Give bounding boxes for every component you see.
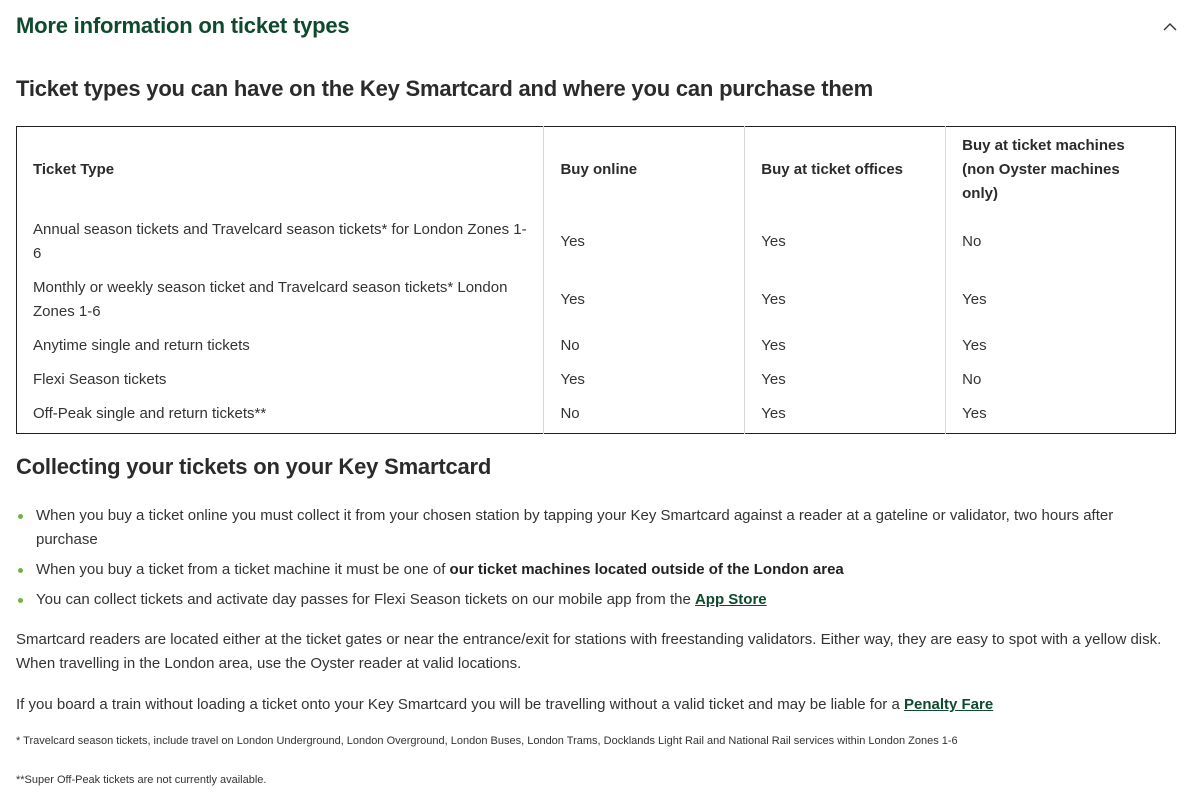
- chevron-up-icon-svg: [1163, 22, 1177, 31]
- bullet-dot-icon: [18, 598, 23, 603]
- table-cell: Monthly or weekly season ticket and Travelcard season tickets* London Zones 1-6: [33, 279, 508, 320]
- accordion-header[interactable]: [16, 8, 1179, 44]
- list-item: [16, 558, 1166, 582]
- header-buy-ticket-offices: Buy at ticket offices: [745, 127, 946, 214]
- table-cell: Yes: [946, 397, 1176, 434]
- table-row: [17, 397, 1176, 434]
- table-cell: Yes: [544, 363, 745, 397]
- header-ticket-type: Ticket Type: [33, 161, 115, 178]
- table-header-row: [17, 127, 1176, 214]
- penalty-fare-link[interactable]: Penalty Fare: [903, 696, 994, 713]
- bullet-dot-icon: [18, 514, 23, 519]
- table-cell: No: [946, 363, 1176, 397]
- table-cell: Yes: [745, 397, 946, 434]
- table-row: [17, 271, 1176, 329]
- bullet-text: You can collect tickets and activate day passes for Flexi Season tickets on our mobile app from the: [36, 591, 695, 608]
- table-cell: Yes: [745, 213, 946, 271]
- travelcard-footnote: * Travelcard season tickets, include travel on London Underground, London Overground, London Buses, London Trams, Docklands Light Rail and National Rail services within London Zones 1-6: [16, 735, 958, 747]
- list-item: [16, 504, 1166, 552]
- accordion-title: More information on ticket types: [16, 13, 350, 38]
- table-cell: Flexi Season tickets: [33, 371, 167, 388]
- table-cell: Yes: [745, 329, 946, 363]
- bullet-text: When you buy a ticket online you must collect it from your chosen station by tapping your Key Smartcard against a reader at a gateline or validator, two hours after purchase: [36, 507, 1114, 548]
- table-cell: Off-Peak single and return tickets**: [33, 405, 267, 422]
- table-cell: Yes: [745, 363, 946, 397]
- list-item: [16, 588, 1166, 612]
- bullet-bold-text: our ticket machines located outside of the London area: [449, 561, 844, 578]
- app-store-link[interactable]: App Store: [694, 591, 767, 608]
- table-cell: Yes: [946, 271, 1176, 329]
- collecting-title: Collecting your tickets on your Key Smartcard: [16, 454, 492, 479]
- table-cell: No: [946, 213, 1176, 271]
- table-cell: No: [544, 329, 745, 363]
- table-cell: Anytime single and return tickets: [33, 337, 250, 354]
- table-cell: Yes: [544, 213, 745, 271]
- header-buy-ticket-machines: Buy at ticket machines (non Oyster machines only): [946, 127, 1176, 214]
- table-row: [17, 329, 1176, 363]
- bullet-dot-icon: [18, 568, 23, 573]
- chevron-up-icon[interactable]: [1161, 17, 1179, 35]
- penalty-paragraph: [16, 693, 1166, 717]
- header-buy-online: Buy online: [544, 127, 745, 214]
- table-cell: Yes: [544, 271, 745, 329]
- table-cell: Annual season tickets and Travelcard season tickets* for London Zones 1-6: [33, 221, 527, 262]
- table-row: [17, 213, 1176, 271]
- penalty-text: If you board a train without loading a ticket onto your Key Smartcard you will be travelling without a valid ticket and may be liable for a: [16, 696, 904, 713]
- table-cell: Yes: [946, 329, 1176, 363]
- collecting-bullet-list: [16, 504, 1166, 618]
- readers-paragraph: Smartcard readers are located either at the ticket gates or near the entrance/exit for stations with freestanding validators. Either way, they are easy to spot with a yellow disk. When travelling in the London area, use the Oyster reader at valid locations.: [16, 631, 1162, 672]
- ticket-types-table: [16, 126, 1176, 434]
- table-cell: Yes: [745, 271, 946, 329]
- table-row: [17, 363, 1176, 397]
- section-title: Ticket types you can have on the Key Smartcard and where you can purchase them: [16, 76, 873, 101]
- bullet-text: When you buy a ticket from a ticket machine it must be one of: [36, 561, 450, 578]
- table-cell: No: [544, 397, 745, 434]
- super-off-peak-footnote: **Super Off-Peak tickets are not currently available.: [16, 774, 267, 786]
